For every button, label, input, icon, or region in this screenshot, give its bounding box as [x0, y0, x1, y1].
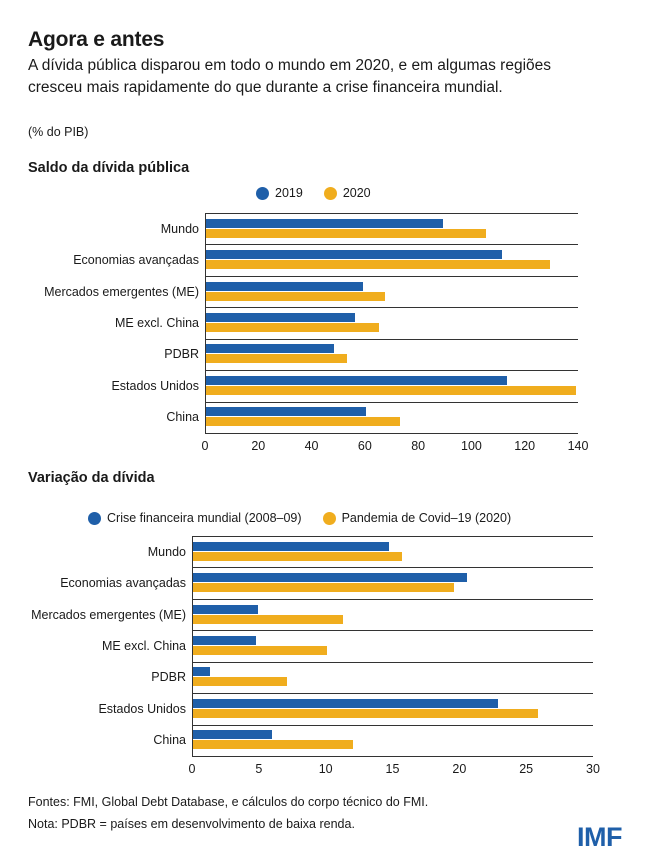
bar [206, 282, 363, 291]
bar [193, 740, 353, 749]
chart1-legend [256, 186, 385, 200]
bar [206, 313, 355, 322]
x-tick-label: 60 [357, 439, 372, 453]
chart2-plot-area [31, 536, 600, 776]
x-axis-line [205, 433, 578, 434]
bar [206, 229, 486, 238]
sources-note: Fontes: FMI, Global Debt Database, e cálculos do corpo técnico do FMI. [28, 795, 429, 809]
legend-swatch-icon [324, 187, 337, 200]
category-separator [205, 213, 578, 214]
category-label: Estados Unidos [98, 701, 186, 716]
imf-logo: IMF [577, 822, 622, 852]
category-separator [205, 402, 578, 403]
x-tick-label: 20 [251, 439, 266, 453]
bar [193, 542, 389, 551]
category-label: Mercados emergentes (ME) [31, 607, 186, 622]
category-separator [192, 599, 593, 600]
category-label: ME excl. China [114, 316, 199, 330]
category-label: Mercados emergentes (ME) [44, 284, 199, 299]
x-tick-label: 100 [460, 439, 482, 453]
category-label: Estados Unidos [111, 378, 199, 393]
x-tick-label: 120 [514, 439, 536, 453]
legend-label: 2020 [342, 186, 371, 200]
category-label: China [153, 733, 186, 748]
bar [193, 677, 287, 686]
category-label: Mundo [147, 544, 186, 559]
bar [206, 354, 347, 363]
chart2-title: Variação da dívida [28, 470, 155, 486]
category-label: China [166, 410, 199, 425]
legend-label: Crise financeira mundial (2008–09) [107, 511, 302, 525]
category-separator [192, 630, 593, 631]
x-tick-label: 10 [318, 762, 333, 776]
category-label: Economias avançadas [60, 576, 186, 591]
chart1-title: Saldo da dívida pública [28, 160, 190, 176]
bar [193, 730, 272, 739]
definition-note: Nota: PDBR = países em desenvolvimento de baixa renda. [28, 817, 355, 831]
bar [193, 552, 402, 561]
x-tick-label: 15 [385, 762, 400, 776]
category-label: Mundo [160, 221, 199, 236]
bar [206, 344, 334, 353]
category-label: PDBR [151, 670, 186, 685]
x-tick-label: 5 [255, 762, 263, 776]
bar [206, 292, 385, 301]
units-label: (% do PIB) [28, 125, 89, 139]
bar [193, 615, 343, 624]
category-label: PDBR [164, 347, 199, 362]
legend-entry [256, 186, 303, 200]
x-axis-line [192, 756, 593, 757]
x-tick-label: 30 [586, 762, 600, 776]
bar [193, 667, 210, 676]
legend-entry [88, 511, 302, 525]
bar [193, 573, 467, 582]
legend-entry [324, 186, 371, 200]
bar [193, 636, 256, 645]
category-separator [192, 662, 593, 663]
legend-swatch-icon [323, 512, 336, 525]
bar [206, 417, 400, 426]
bar [193, 709, 538, 718]
x-tick-label: 140 [567, 439, 589, 453]
category-separator [205, 244, 578, 245]
x-tick-label: 0 [188, 762, 196, 776]
category-separator [192, 693, 593, 694]
bar [206, 323, 379, 332]
category-separator [192, 536, 593, 537]
category-separator [205, 339, 578, 340]
x-tick-label: 0 [201, 439, 209, 453]
x-tick-label: 80 [411, 439, 426, 453]
bar [206, 386, 576, 395]
bar [206, 376, 507, 385]
bar [193, 583, 454, 592]
x-tick-label: 20 [452, 762, 467, 776]
chart1-plot-area [44, 213, 589, 453]
chart2-legend [88, 511, 525, 525]
legend-swatch-icon [256, 187, 269, 200]
category-separator [205, 370, 578, 371]
category-separator [192, 567, 593, 568]
bar [206, 219, 443, 228]
x-tick-label: 40 [304, 439, 319, 453]
category-separator [205, 307, 578, 308]
bar [206, 260, 550, 269]
bar [193, 646, 327, 655]
legend-swatch-icon [88, 512, 101, 525]
legend-label: 2019 [275, 186, 303, 200]
page-title: Agora e antes [28, 28, 165, 51]
bar [193, 699, 498, 708]
category-label: Economias avançadas [73, 253, 199, 268]
bar [206, 250, 502, 259]
category-separator [192, 725, 593, 726]
bar [206, 407, 366, 416]
bar [193, 605, 258, 614]
category-label: ME excl. China [101, 639, 186, 653]
legend-entry [323, 511, 512, 525]
x-tick-label: 25 [519, 762, 534, 776]
page-subtitle: A dívida pública disparou em todo o mundo em 2020, e em algumas regiões cresceu mais rapidamente do que durante a crise financeira mundial. [28, 57, 552, 96]
category-separator [205, 276, 578, 277]
legend-label: Pandemia de Covid–19 (2020) [341, 511, 512, 525]
